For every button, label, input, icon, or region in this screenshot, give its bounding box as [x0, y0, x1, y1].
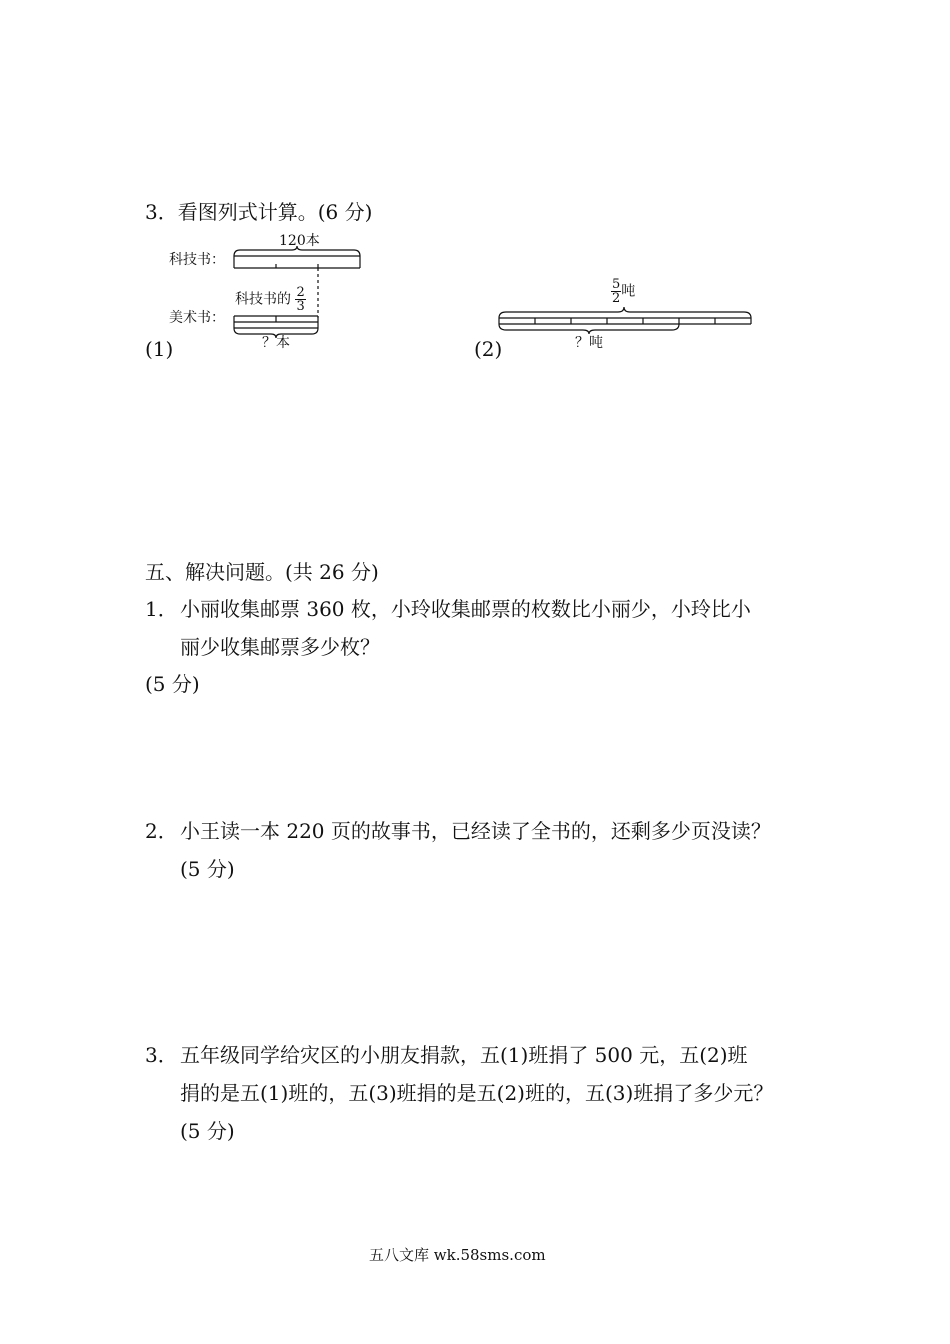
problem-3-points: (5 分): [180, 1119, 235, 1143]
question-text: 看图列式计算。(6 分): [177, 200, 373, 224]
fig1-ratio-numerator: 2: [296, 285, 305, 300]
problem-2-line1: 小王读一本 220 页的故事书，已经读了全书的，还剩多少页没读？: [180, 819, 771, 843]
fig2-total-unit: 吨: [621, 283, 636, 300]
fig2-bottom-brace: [499, 324, 679, 334]
problem-1-points: (5 分): [145, 672, 200, 696]
fig2-index: (2): [474, 337, 503, 361]
question-number: 3．: [145, 200, 178, 224]
fig2-unknown-label: ？吨: [575, 335, 603, 351]
fig1-unknown-label: ？本: [262, 335, 290, 351]
fig1-label-art-books: 美术书：: [169, 310, 225, 326]
fig1-label-science-books: 科技书：: [169, 252, 225, 268]
fig2-top-brace: [499, 307, 751, 318]
problem-3-line1: 五年级同学给灾区的小朋友捐款，五(1)班捐了 500 元，五(2)班: [180, 1043, 748, 1067]
problem-1-line2: 丽少收集邮票多少枚？: [180, 635, 380, 659]
problem-3-number: 3．: [145, 1043, 178, 1067]
fig1-ratio-denominator: 3: [296, 299, 305, 314]
footer-watermark: 五八文库 wk.58sms.com: [369, 1246, 546, 1264]
problem-2-points: (5 分): [180, 857, 235, 881]
problem-3-line2: 捐的是五(1)班的，五(3)班捐的是五(2)班的，五(3)班捐了多少元？: [180, 1081, 774, 1105]
problem-2-number: 2．: [145, 819, 178, 843]
fig1-total-label: 120本: [279, 233, 320, 249]
fig2-total-denominator: 2: [612, 291, 621, 306]
fig1-ratio-text: 科技书的: [235, 291, 291, 308]
section-5-header: 五、解决问题。(共 26 分): [145, 560, 379, 584]
problem-1-number: 1．: [145, 597, 178, 621]
fig1-index: (1): [145, 337, 174, 361]
problem-1-line1: 小丽收集邮票 360 枚，小玲收集邮票的枚数比小丽少，小玲比小: [180, 597, 751, 621]
fig2-total-numerator: 5: [612, 277, 621, 292]
